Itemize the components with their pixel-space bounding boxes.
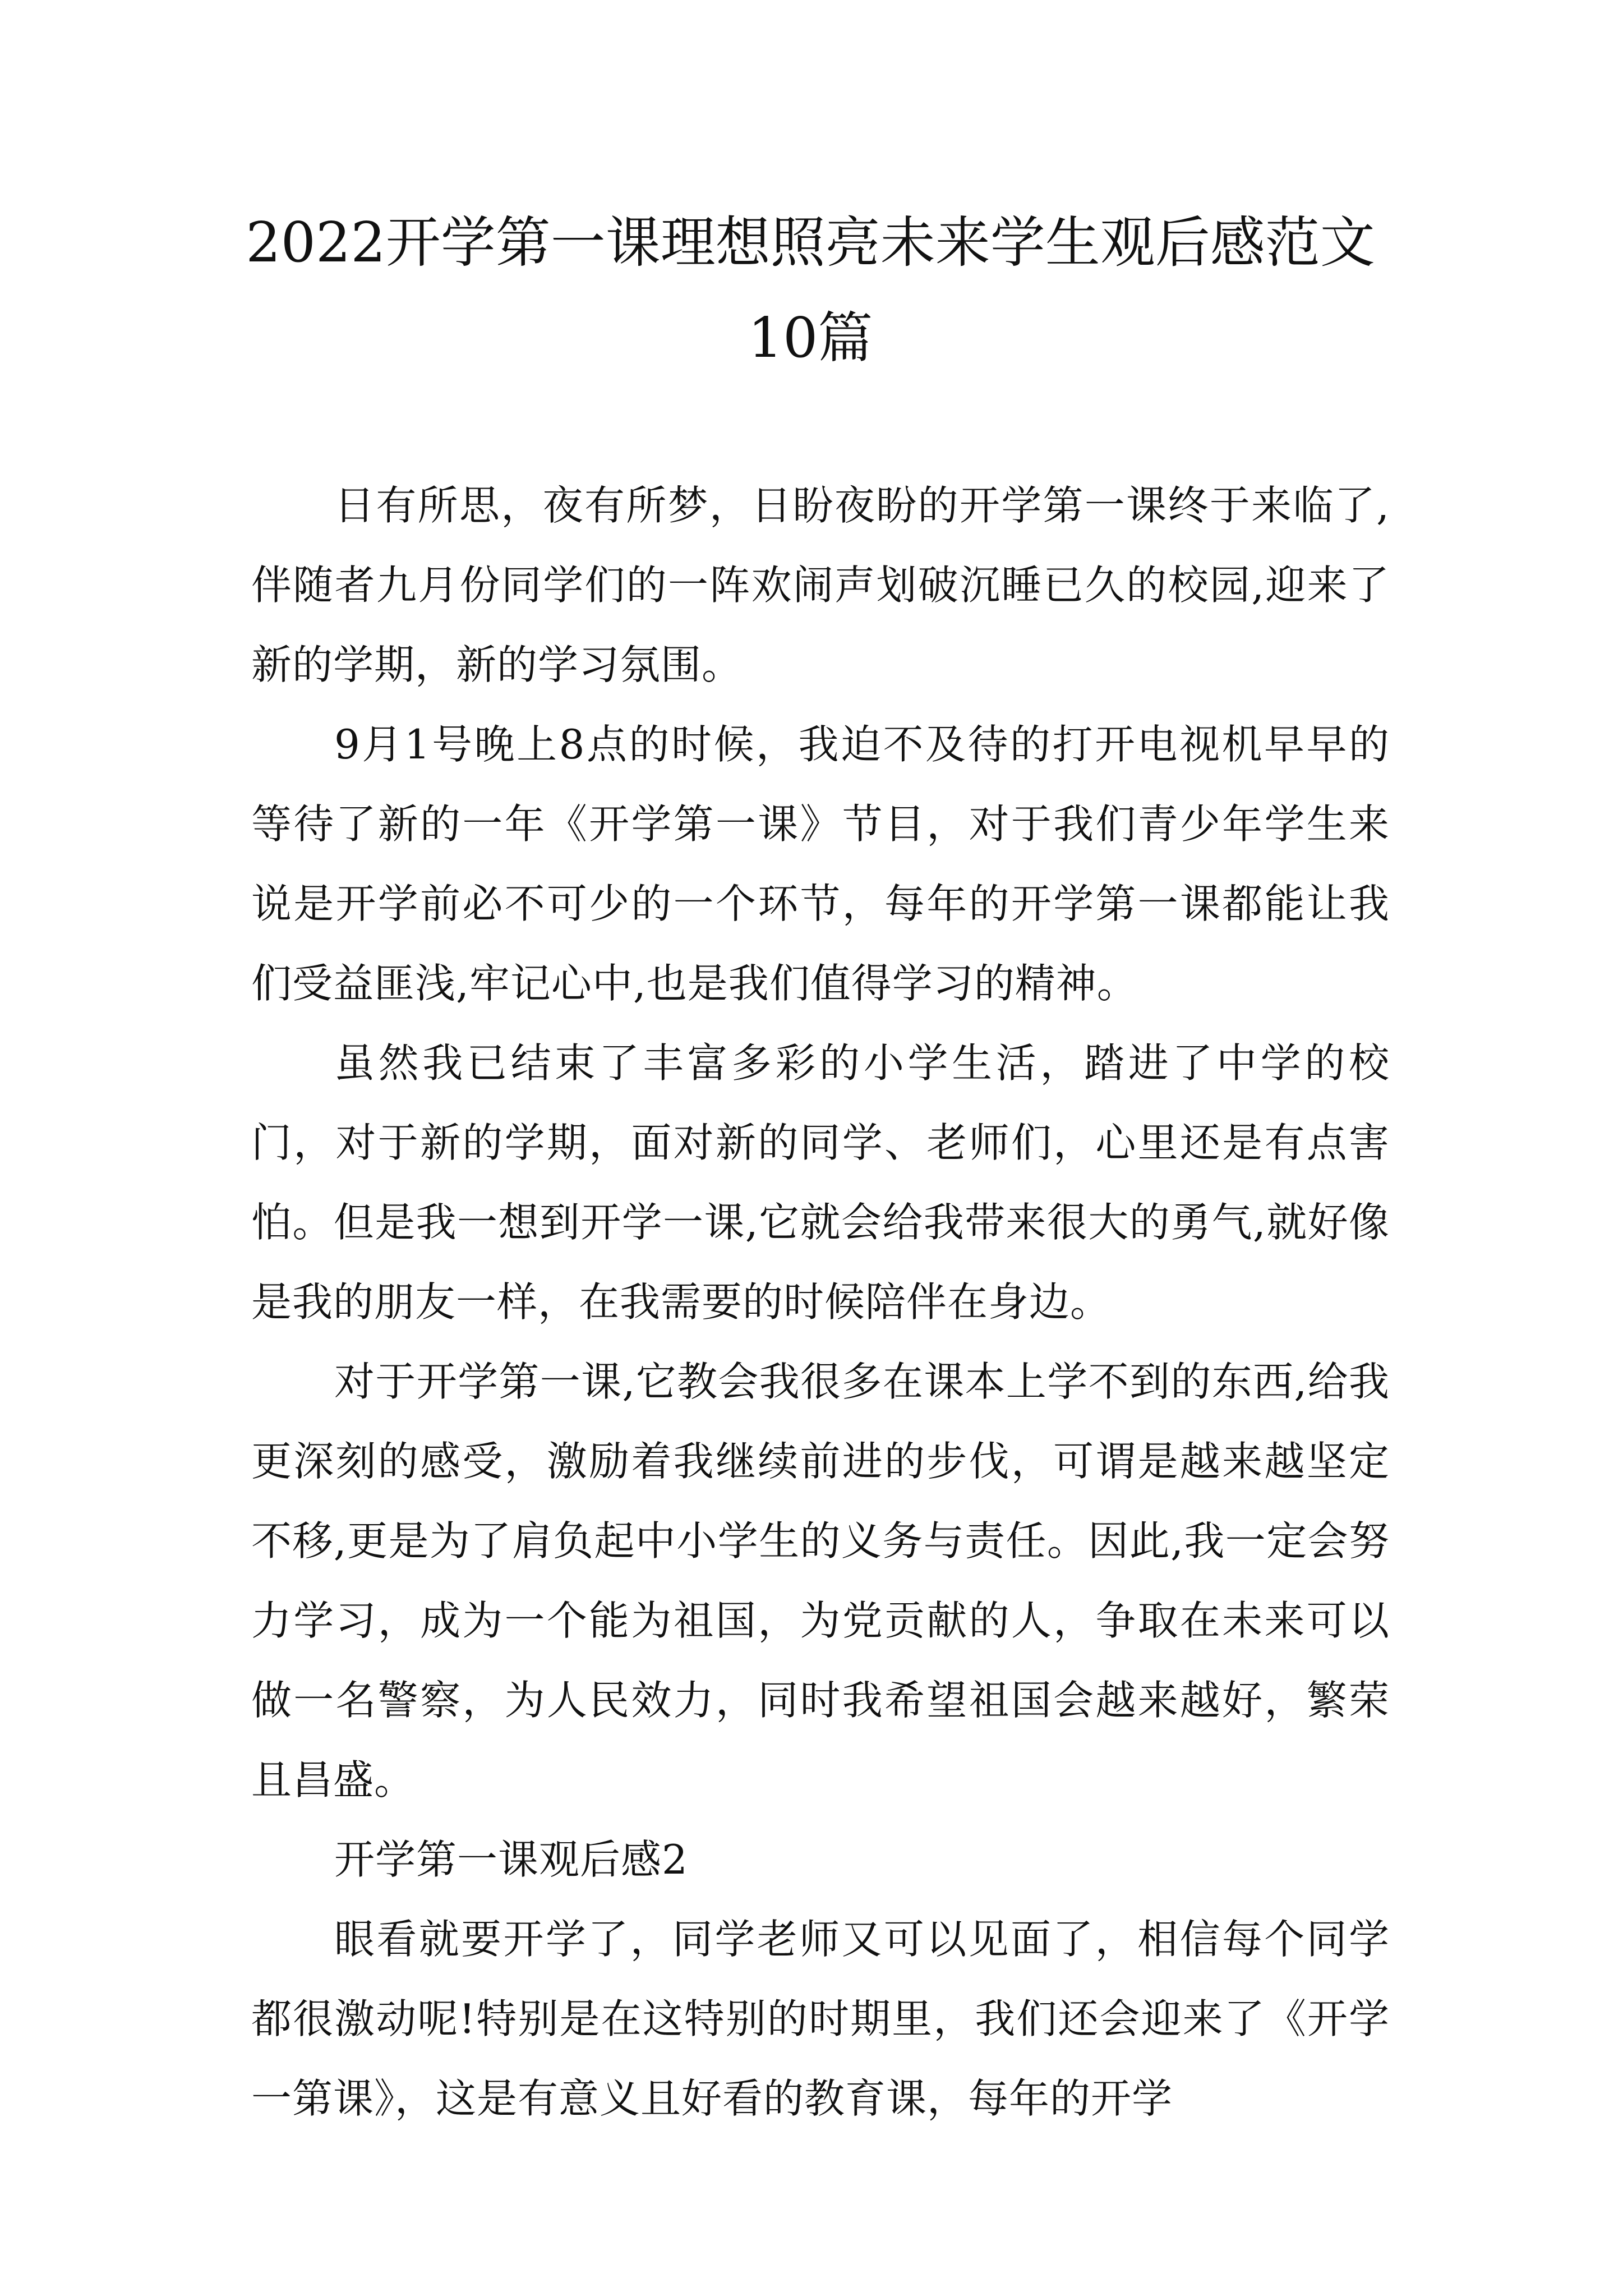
document-body	[251, 466, 1390, 2138]
paragraph-5: 眼看就要开学了，同学老师又可以见面了，相信每个同学都很激动呢!特别是在这特别的时期里，我们还会迎来了《开学一第课》，这是有意义且好看的教育课，每年的开学	[251, 1916, 1390, 2122]
paragraph-1: 日有所思，夜有所梦，日盼夜盼的开学第一课终于来临了,伴随者九月份同学们的一阵欢闹声划破沉睡已久的校园,迎来了新的学期，新的学习氛围。	[251, 482, 1390, 688]
paragraph-3: 虽然我已结束了丰富多彩的小学生活，踏进了中学的校门，对于新的学期，面对新的同学、老师们，心里还是有点害怕。但是我一想到开学一课,它就会给我带来很大的勇气,就好像是我的朋友一样，在我需要的时候陪伴在身边。	[251, 1039, 1390, 1326]
paragraph-4: 对于开学第一课,它教会我很多在课本上学不到的东西,给我更深刻的感受，激励着我继续前进的步伐，可谓是越来越坚定不移,更是为了肩负起中小学生的义务与责任。因此,我一定会努力学习，成为一个能为祖国，为党贡献的人，争取在未来可以做一名警察，为人民效力，同时我希望祖国会越来越好，繁荣且昌盛。	[251, 1358, 1390, 1803]
paragraph-2: 9月1号晚上8点的时候，我迫不及待的打开电视机早早的等待了新的一年《开学第一课》节目，对于我们青少年学生来说是开学前必不可少的一个环节，每年的开学第一课都能让我们受益匪浅,牢记心中,也是我们值得学习的精神。	[251, 721, 1390, 1007]
document-title: 2022开学第一课理想照亮未来学生观后感范文10篇	[246, 211, 1375, 370]
section-heading: 开学第一课观后感2	[334, 1836, 688, 1883]
